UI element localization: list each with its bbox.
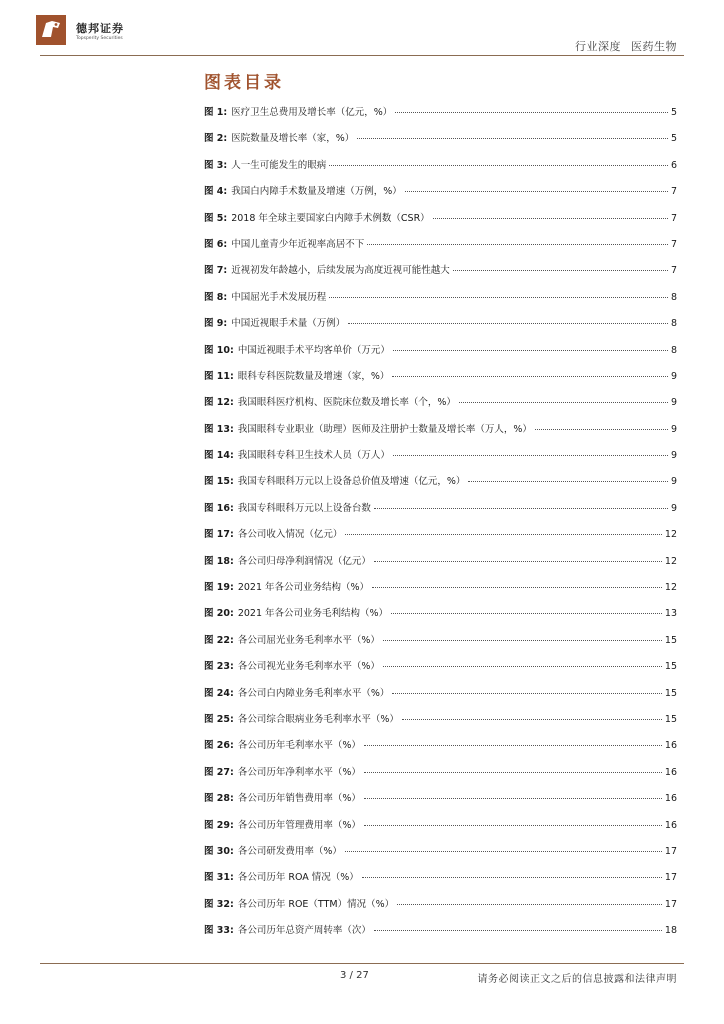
toc-figure-title: 各公司白内障业务毛利率水平（%） xyxy=(237,687,390,699)
toc-figure-label: 图 20: xyxy=(204,608,234,620)
toc-page-number: 15 xyxy=(664,661,677,673)
toc-entry[interactable] xyxy=(204,104,677,130)
toc-page-number: 8 xyxy=(670,318,677,330)
toc-dot-leader xyxy=(405,190,668,192)
toc-dot-leader xyxy=(383,639,662,641)
toc-dot-leader xyxy=(364,797,662,799)
toc-figure-label: 图 29: xyxy=(204,819,234,831)
toc-dot-leader xyxy=(364,824,662,826)
toc-page-number: 9 xyxy=(670,423,677,435)
toc-page-number: 16 xyxy=(664,766,677,778)
toc-entry[interactable] xyxy=(204,605,677,631)
toc-page-number: 18 xyxy=(664,925,677,937)
toc-figure-title: 我国眼科专业职业（助理）医师及注册护士数量及增长率（万人，%） xyxy=(237,423,532,435)
toc-dot-leader xyxy=(383,665,662,667)
toc-figure-title: 中国屈光手术发展历程 xyxy=(231,291,327,303)
toc-figure-title: 2021 年各公司业务结构（%） xyxy=(237,582,370,594)
toc-figure-title: 各公司历年 ROE（TTM）情况（%） xyxy=(237,898,395,910)
toc-dot-leader xyxy=(402,718,662,720)
toc-dot-leader xyxy=(392,692,662,694)
toc-figure-title: 医院数量及增长率（家，%） xyxy=(231,133,355,145)
toc-figure-label: 图 14: xyxy=(204,450,234,462)
toc-page-number: 12 xyxy=(664,529,677,541)
toc-page-number: 17 xyxy=(664,845,677,857)
toc-figure-label: 图 30: xyxy=(204,845,234,857)
toc-figure-title: 各公司历年销售费用率（%） xyxy=(237,793,361,805)
footer-divider xyxy=(40,963,684,964)
toc-page-number: 9 xyxy=(670,502,677,514)
toc-entry[interactable] xyxy=(204,262,677,288)
sector-label: 医药生物 xyxy=(631,40,677,53)
toc-entry[interactable] xyxy=(204,869,677,895)
toc-figure-title: 医疗卫生总费用及增长率（亿元，%） xyxy=(231,107,393,118)
toc-page-number: 15 xyxy=(664,634,677,646)
toc-figure-label: 图 19: xyxy=(204,582,234,594)
toc-figure-title: 中国近视眼手术量（万例） xyxy=(231,318,346,330)
toc-page-number: 16 xyxy=(664,793,677,805)
section-title: 图表目录 xyxy=(204,73,284,93)
toc-figure-label: 图 12: xyxy=(204,397,234,409)
toc-figure-title: 各公司历年总资产周转率（次） xyxy=(237,925,371,937)
toc-dot-leader xyxy=(364,771,662,773)
toc-dot-leader xyxy=(357,137,668,139)
toc-entry[interactable] xyxy=(204,210,677,236)
toc-figure-title: 各公司归母净利润情况（亿元） xyxy=(237,555,371,567)
toc-page-number: 17 xyxy=(664,872,677,884)
toc-dot-leader xyxy=(329,296,668,298)
toc-entry[interactable] xyxy=(204,473,677,499)
toc-entry[interactable] xyxy=(204,790,677,816)
toc-dot-leader xyxy=(362,876,662,878)
toc-figure-label: 图 9: xyxy=(204,318,228,330)
toc-figure-label: 图 26: xyxy=(204,740,234,752)
toc-page-number: 15 xyxy=(664,687,677,699)
toc-figure-title: 我国眼科医疗机构、医院床位数及增长率（个，%） xyxy=(237,397,456,409)
toc-page-number: 8 xyxy=(670,291,677,303)
toc-entry[interactable] xyxy=(204,817,677,843)
toc-figure-title: 我国白内障手术数量及增速（万例，%） xyxy=(231,186,402,198)
toc-page-number: 9 xyxy=(670,450,677,462)
toc-figure-label: 图 18: xyxy=(204,555,234,567)
toc-entry[interactable] xyxy=(204,500,677,526)
toc-entry[interactable] xyxy=(204,553,677,579)
toc-dot-leader xyxy=(374,560,662,562)
toc-dot-leader xyxy=(391,612,662,614)
toc-dot-leader xyxy=(367,243,668,245)
toc-dot-leader xyxy=(459,401,668,403)
toc-figure-title: 中国儿童青少年近视率高居不下 xyxy=(231,238,365,250)
toc-entry[interactable] xyxy=(204,183,677,209)
toc-page-number: 12 xyxy=(664,582,677,594)
toc-figure-label: 图 28: xyxy=(204,793,234,805)
toc-figure-title: 各公司综合眼病业务毛利率水平（%） xyxy=(237,713,399,725)
toc-figure-title: 人一生可能发生的眼病 xyxy=(231,159,327,171)
toc-page-number: 6 xyxy=(670,159,677,171)
toc-page-number: 9 xyxy=(670,476,677,488)
toc-figure-label: 图 10: xyxy=(204,344,234,356)
toc-page-number: 17 xyxy=(664,898,677,910)
toc-entry[interactable] xyxy=(204,922,677,948)
toc-figure-label: 图 11: xyxy=(204,370,234,382)
toc-page-number: 5 xyxy=(670,107,677,118)
toc-figure-title: 眼科专科医院数量及增速（家，%） xyxy=(237,370,390,382)
toc-figure-title: 2018 年全球主要国家白内障手术例数（CSR） xyxy=(231,212,430,224)
toc-figure-title: 各公司历年净利率水平（%） xyxy=(237,766,361,778)
header-divider xyxy=(40,55,684,56)
toc-figure-title: 各公司视光业务毛利率水平（%） xyxy=(237,661,380,673)
toc-entry[interactable] xyxy=(204,658,677,684)
toc-figure-label: 图 23: xyxy=(204,661,234,673)
toc-entry[interactable] xyxy=(204,632,677,658)
toc-entry[interactable] xyxy=(204,896,677,922)
toc-figure-label: 图 16: xyxy=(204,502,234,514)
toc-figure-title: 近视初发年龄越小，后续发展为高度近视可能性越大 xyxy=(231,265,450,277)
toc-figure-label: 图 6: xyxy=(204,238,228,250)
figure-table-of-contents xyxy=(204,104,677,949)
toc-figure-title: 各公司屈光业务毛利率水平（%） xyxy=(237,634,380,646)
toc-page-number: 7 xyxy=(670,212,677,224)
toc-figure-title: 各公司历年毛利率水平（%） xyxy=(237,740,361,752)
toc-figure-title: 各公司历年 ROA 情况（%） xyxy=(237,872,359,884)
toc-page-number: 7 xyxy=(670,265,677,277)
toc-dot-leader xyxy=(372,586,662,588)
toc-entry[interactable] xyxy=(204,843,677,869)
toc-page-number: 8 xyxy=(670,344,677,356)
toc-entry[interactable] xyxy=(204,579,677,605)
toc-figure-label: 图 2: xyxy=(204,133,228,145)
toc-entry[interactable] xyxy=(204,711,677,737)
logo-mark-icon xyxy=(36,15,66,45)
toc-page-number: 12 xyxy=(664,555,677,567)
toc-figure-title: 我国专科眼科万元以上设备总价值及增速（亿元，%） xyxy=(237,476,466,488)
toc-figure-title: 各公司收入情况（亿元） xyxy=(237,529,343,541)
toc-dot-leader xyxy=(535,428,668,430)
toc-dot-leader xyxy=(348,322,668,324)
toc-dot-leader xyxy=(393,349,668,351)
toc-figure-title: 各公司研发费用率（%） xyxy=(237,845,342,857)
toc-entry[interactable] xyxy=(204,315,677,341)
toc-entry[interactable] xyxy=(204,342,677,368)
toc-entry[interactable] xyxy=(204,394,677,420)
toc-dot-leader xyxy=(392,375,668,377)
toc-entry[interactable] xyxy=(204,157,677,183)
toc-figure-label: 图 22: xyxy=(204,634,234,646)
toc-dot-leader xyxy=(374,929,662,931)
toc-figure-label: 图 7: xyxy=(204,265,228,277)
page-number: 3 / 27 xyxy=(340,970,369,981)
toc-figure-title: 我国眼科专科卫生技术人员（万人） xyxy=(237,450,390,462)
legal-disclaimer: 请务必阅读正文之后的信息披露和法律声明 xyxy=(477,974,677,985)
toc-dot-leader xyxy=(374,507,668,509)
toc-dot-leader xyxy=(395,111,668,113)
toc-page-number: 16 xyxy=(664,740,677,752)
toc-figure-label: 图 8: xyxy=(204,291,228,303)
toc-page-number: 5 xyxy=(670,133,677,145)
toc-figure-label: 图 1: xyxy=(204,107,228,118)
category-label: 行业深度 xyxy=(575,40,621,53)
toc-entry[interactable] xyxy=(204,764,677,790)
toc-page-number: 13 xyxy=(664,608,677,620)
toc-figure-label: 图 32: xyxy=(204,898,234,910)
toc-dot-leader xyxy=(329,164,668,166)
toc-figure-label: 图 33: xyxy=(204,925,234,937)
company-logo xyxy=(36,15,156,45)
toc-page-number: 15 xyxy=(664,713,677,725)
toc-figure-title: 我国专科眼科万元以上设备台数 xyxy=(237,502,371,514)
toc-page-number: 7 xyxy=(670,186,677,198)
toc-page-number: 16 xyxy=(664,819,677,831)
toc-entry[interactable] xyxy=(204,526,677,552)
toc-page-number: 7 xyxy=(670,238,677,250)
logo-name-cn: 德邦证券 xyxy=(76,22,124,35)
toc-dot-leader xyxy=(393,454,668,456)
toc-dot-leader xyxy=(453,269,668,271)
toc-figure-label: 图 3: xyxy=(204,159,228,171)
toc-figure-label: 图 27: xyxy=(204,766,234,778)
toc-entry[interactable] xyxy=(204,236,677,262)
toc-figure-label: 图 31: xyxy=(204,872,234,884)
toc-dot-leader xyxy=(468,480,668,482)
toc-dot-leader xyxy=(345,533,662,535)
toc-entry[interactable] xyxy=(204,289,677,315)
toc-figure-label: 图 24: xyxy=(204,687,234,699)
toc-page-number: 9 xyxy=(670,370,677,382)
toc-entry[interactable] xyxy=(204,368,677,394)
toc-dot-leader xyxy=(397,903,662,905)
toc-entry[interactable] xyxy=(204,130,677,156)
toc-figure-label: 图 4: xyxy=(204,186,228,198)
toc-entry[interactable] xyxy=(204,685,677,711)
toc-dot-leader xyxy=(433,217,668,219)
toc-figure-label: 图 17: xyxy=(204,529,234,541)
toc-figure-title: 2021 年各公司业务毛利结构（%） xyxy=(237,608,389,620)
logo-name-en: Topsperity Securities xyxy=(76,36,123,41)
toc-entry[interactable] xyxy=(204,737,677,763)
toc-figure-title: 中国近视眼手术平均客单价（万元） xyxy=(237,344,390,356)
report-category xyxy=(575,38,677,54)
toc-figure-label: 图 25: xyxy=(204,713,234,725)
toc-figure-label: 图 13: xyxy=(204,423,234,435)
toc-entry[interactable] xyxy=(204,421,677,447)
toc-page-number: 9 xyxy=(670,397,677,409)
toc-figure-title: 各公司历年管理费用率（%） xyxy=(237,819,361,831)
toc-figure-label: 图 5: xyxy=(204,212,228,224)
toc-entry[interactable] xyxy=(204,447,677,473)
toc-dot-leader xyxy=(364,744,662,746)
toc-dot-leader xyxy=(345,850,662,852)
toc-figure-label: 图 15: xyxy=(204,476,234,488)
